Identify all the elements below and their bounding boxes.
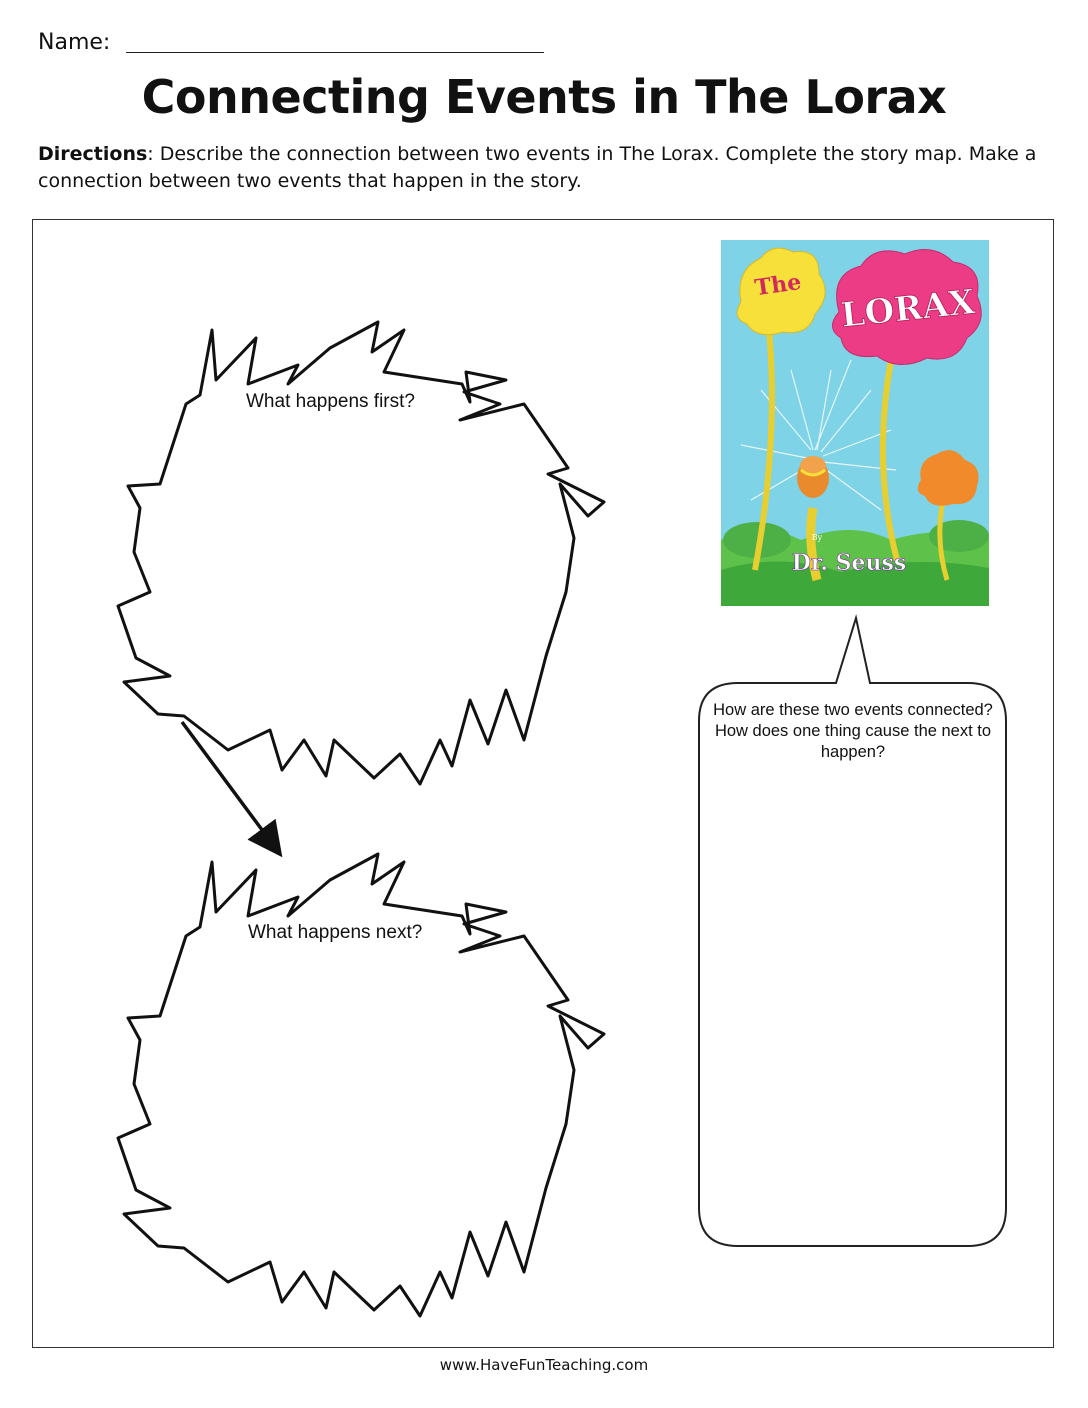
first-event-prompt: What happens first?: [246, 391, 415, 412]
page-title: Connecting Events in The Lorax: [141, 70, 947, 124]
directions-label: Directions: [38, 143, 148, 165]
next-event-prompt: What happens next?: [248, 922, 423, 943]
cover-title-lorax: LORAX: [838, 282, 977, 336]
cover-author: Dr. Seuss: [791, 550, 907, 576]
lorax-book-cover: [721, 240, 989, 606]
speech-bubble-question: How are these two events connected? How does one thing cause the next to happen?: [713, 701, 993, 761]
connection-arrow: [182, 722, 274, 846]
cover-by: By: [811, 533, 823, 542]
cover-title-the: The: [753, 268, 803, 302]
book-cover-illustration: [721, 240, 989, 606]
footer-website: www.HaveFunTeaching.com: [439, 1356, 649, 1374]
name-label: Name:: [38, 30, 111, 55]
directions-text: : Describe the connection between two events in The Lorax. Complete the story map. Make a connection between two events that happen in the story.: [38, 143, 1037, 192]
